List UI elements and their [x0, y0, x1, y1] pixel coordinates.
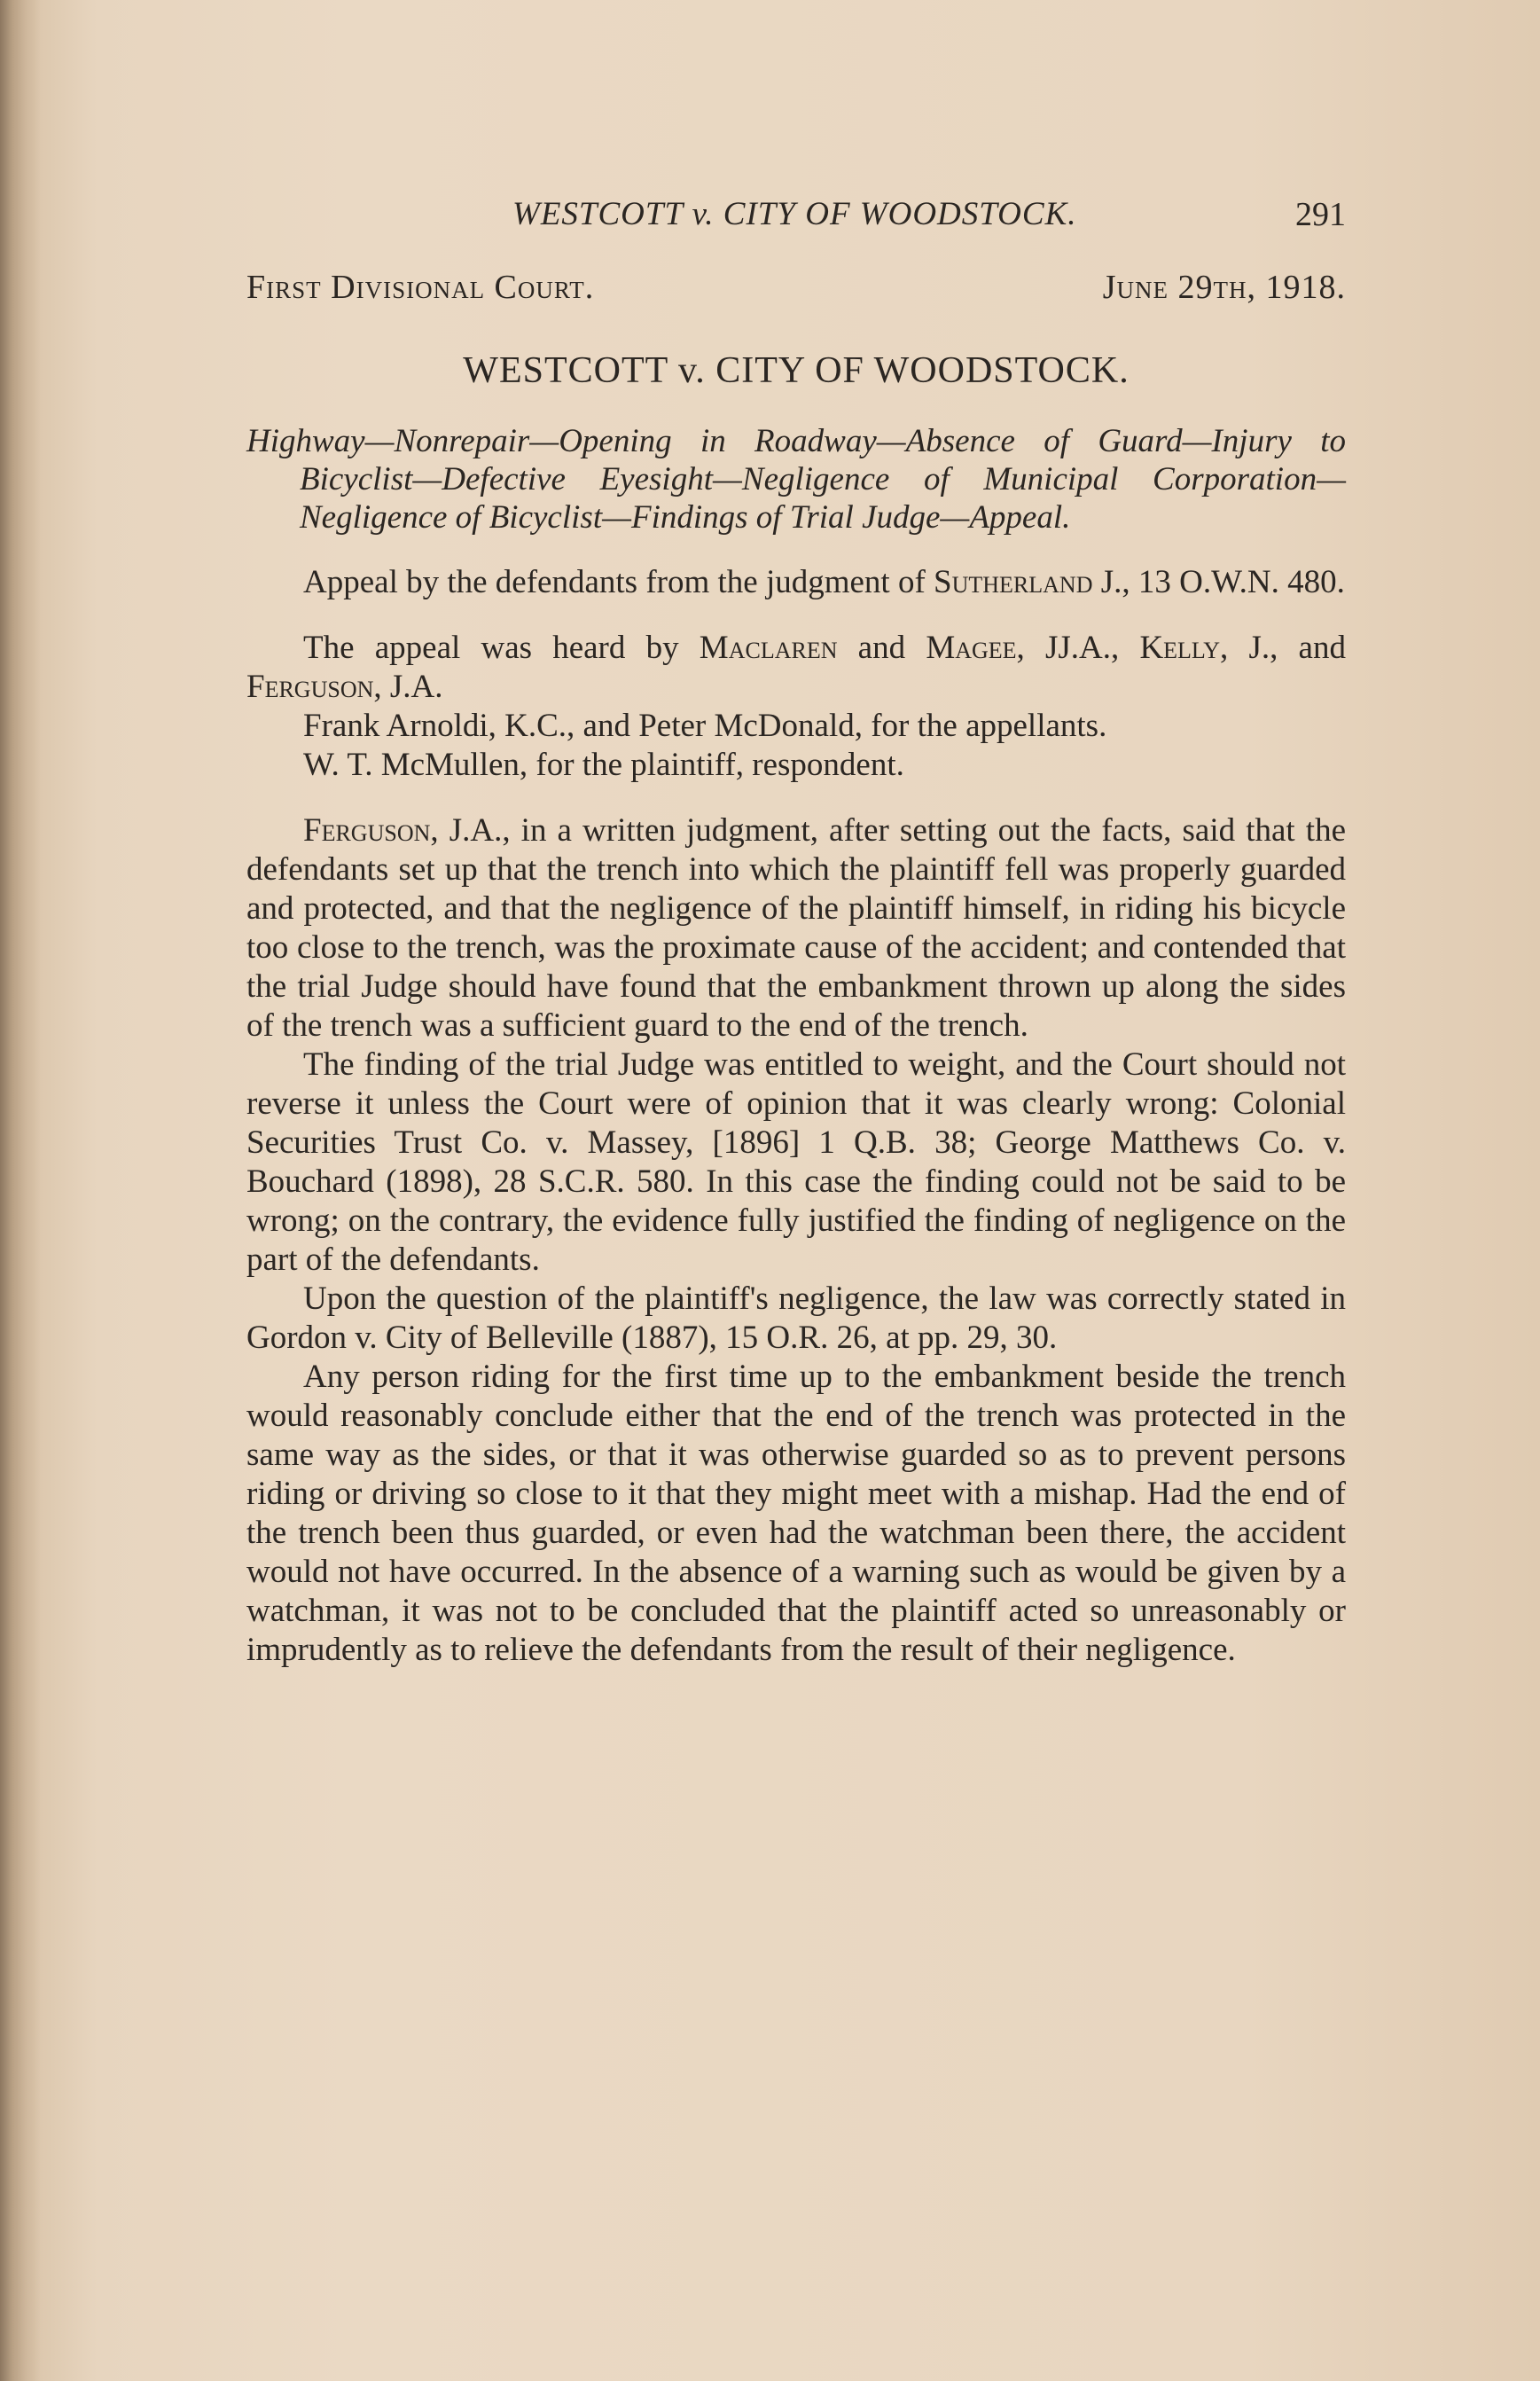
judgment-paragraph-2: The finding of the trial Judge was entitled to weight, and the Court should not reverse it unless the Court were of opinion that it was clearly wrong: Colonial Securities Trust Co. v. Massey, [1896] 1 Q.B. 38; George Matthews Co. v. Bouchard (1898), 28 S.C.R. 580. In this case the finding could not be said to be wrong; on the contrary, the evidence fully justified the finding of negligence on the part of the defendants. [246, 1046, 1346, 1278]
running-title: WESTCOTT v. CITY OF WOODSTOCK. [512, 196, 1077, 232]
judgment-paragraph-1 [246, 811, 1346, 1046]
judgment-judge-name: Ferguson [303, 812, 431, 849]
judgment-date: June 29th, 1918. [1102, 269, 1346, 306]
judge-name-2: Magee [926, 630, 1017, 666]
page-gutter-shadow [0, 0, 41, 2381]
heard-text-5: , J.A. [373, 669, 443, 705]
judgment-paragraph-4: Any person riding for the first time up to the embankment beside the trench would reasonably conclude either that the end of the trench was protected in the same way as the sides, or that it was otherwise guarded so as to prevent persons riding or driving so close to it that they might meet with a mishap. Had the end of the trench been thus guarded, or even had the watchman been there, the accident would not have occurred. In the absence of a warning such as would be given by a watchman, it was not to be concluded that the plaintiff acted so unreasonably or imprudently as to relieve the defendants from the result of their negligence. [246, 1359, 1346, 1668]
heard-paragraph [246, 629, 1346, 707]
appeal-judge-name: Sutherland [934, 564, 1093, 600]
heard-text-4: , J., and [1220, 630, 1346, 666]
page-content [246, 177, 1346, 1670]
heard-text-3: , JJ.A., [1016, 630, 1140, 666]
judge-name-4: Ferguson [246, 669, 374, 705]
counsel-appellants: Frank Arnoldi, K.C., and Peter McDonald, for the appellants. [303, 708, 1107, 744]
judgment-paragraph-3: Upon the question of the plaintiff's negligence, the law was correctly stated in Gordon v. City of Belleville (1887), 15 O.R. 26, at pp. 29, 30. [246, 1281, 1346, 1356]
running-head [246, 177, 1346, 231]
counsel-respondent: W. T. McMullen, for the plaintiff, respondent. [303, 747, 904, 783]
heard-text-1: The appeal was heard by [303, 630, 700, 666]
page-number: 291 [1295, 196, 1346, 233]
appeal-paragraph [246, 563, 1346, 602]
heard-text-2: and [837, 630, 926, 666]
headnote: Highway—Nonrepair—Opening in Roadway—Absence of Guard—Injury to Bicyclist—Defective Eyesight—Negligence of Municipal Corporation—Negligence of Bicyclist—Findings of Trial Judge—Appeal. [246, 423, 1346, 536]
case-title: WESTCOTT v. CITY OF WOODSTOCK. [463, 350, 1130, 391]
appeal-text-start: Appeal by the defendants from the judgment of [303, 564, 934, 600]
judge-name-3: Kelly [1139, 630, 1220, 666]
court-line [246, 268, 1346, 307]
judge-name-1: Maclaren [699, 630, 838, 666]
court-name: First Divisional Court. [246, 269, 595, 306]
judgment-paragraph-1-text: , J.A., in a written judgment, after setting out the facts, said that the defendants set up that the trench into which the plaintiff fell was properly guarded and protected, and that the negligence of the plaintiff himself, in riding his bicycle too close to the trench, was the proximate cause of the accident; and contended that the trial Judge should have found that the embankment thrown up along the sides of the trench was a sufficient guard to the end of the trench. [246, 812, 1346, 1044]
appeal-text-end: J., 13 O.W.N. 480. [1092, 564, 1345, 600]
